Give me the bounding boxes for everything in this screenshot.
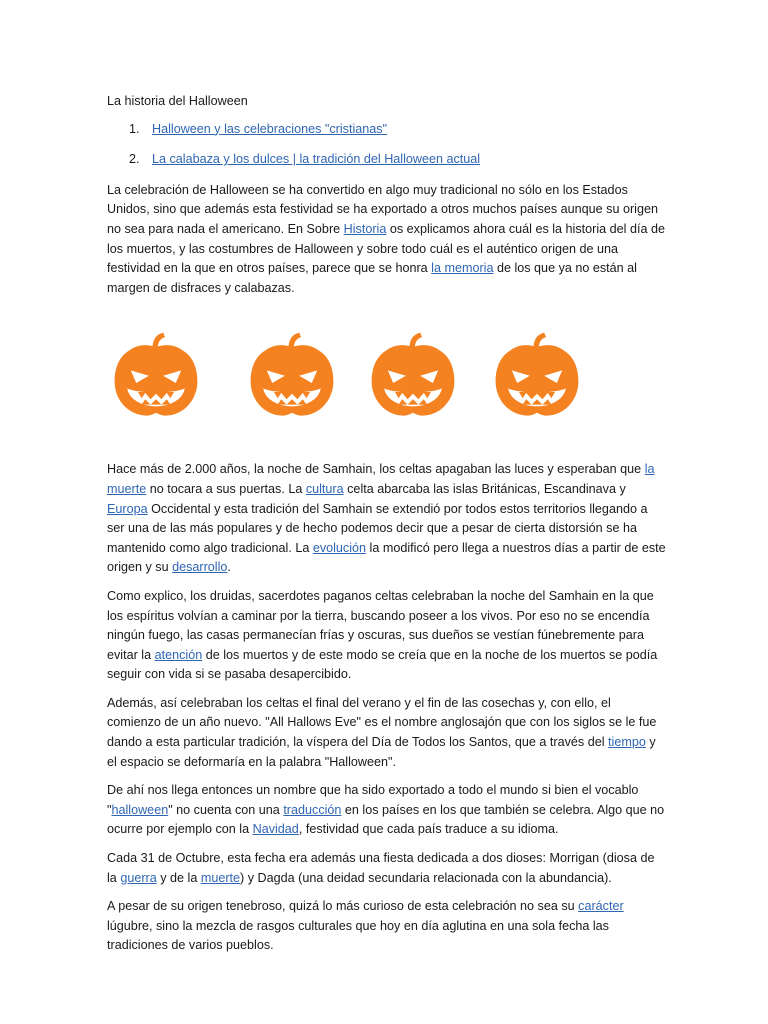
link-historia[interactable]: Historia [343, 221, 387, 236]
paragraph-text: la modificó pero llega a nuestros días a partir de este origen y su [107, 540, 666, 575]
paragraph-text: " no cuenta con una [168, 802, 284, 817]
paragraph-samhain [107, 460, 667, 578]
jack-o-lantern-icon [111, 328, 201, 420]
jack-o-lantern-icon [492, 328, 582, 420]
paragraph-text: de los que ya no están al margen de disfraces y calabazas. [107, 261, 637, 295]
paragraph-text: , festividad que cada país traduce a su idioma. [298, 822, 559, 837]
paragraph-all-hallows-eve [107, 694, 667, 772]
paragraph-text: de los muertos y de este modo se creía que en la noche de los muertos se podía seguir con vida si se pasaba desapercibido. [107, 647, 658, 682]
paragraph-text: Hace más de 2.000 años, la noche de Samhain, los celtas apagaban las luces y esperaban que [107, 462, 645, 477]
link-desarrollo[interactable]: desarrollo [172, 560, 228, 575]
link-tiempo[interactable]: tiempo [608, 735, 646, 750]
paragraph-text: lúgubre, sino la mezcla de rasgos culturales que hoy en día aglutina en una sola fecha las tradiciones de varios pueblos. [107, 918, 609, 953]
link-caracter[interactable]: carácter [578, 899, 624, 914]
link-guerra[interactable]: guerra [120, 870, 157, 885]
link-cultura[interactable]: cultura [305, 481, 344, 496]
paragraph-origen [107, 897, 667, 956]
link-traduccion[interactable]: traducción [283, 802, 342, 817]
toc-link-calabaza-dulces[interactable]: La calabaza y los dulces | la tradición del Halloween actual [152, 152, 481, 167]
document-title: La historia del Halloween [107, 94, 248, 108]
paragraph-text: A pesar de su origen tenebroso, quizá lo más curioso de esta celebración no sea su [107, 899, 579, 914]
paragraph-text: . [227, 560, 231, 575]
paragraph-text: De ahí nos llega entonces un nombre que ha sido exportado a todo el mundo si bien el vocablo " [107, 783, 639, 817]
toc-number: 1. [129, 121, 140, 136]
document-page [107, 92, 667, 965]
link-la-muerte[interactable]: la muerte [107, 462, 655, 496]
paragraph-text: y de la [156, 870, 201, 885]
toc-number: 2. [129, 152, 140, 167]
paragraph-text: La celebración de Halloween se ha convertido en algo muy tradicional no sólo en los Estados Unidos, sino que además esta festividad se ha exportado a otros muchos países aunque su origen no sea para nada el americano. En Sobre [107, 182, 658, 236]
jack-o-lantern-icon [368, 328, 458, 420]
link-muerte[interactable]: muerte [200, 870, 241, 885]
paragraph-text: no tocara a sus puertas. La [146, 481, 306, 496]
paragraph-text: Además, así celebraban los celtas el final del verano y el fin de las cosechas y, con ello, el comienzo de un año nuevo. "All Hallows Eve" es el nombre anglosajón que con los siglos se le fue dando a esta particular tradición, la víspera del Día de Todos los Santos, que a través del [107, 695, 657, 750]
link-navidad[interactable]: Navidad [252, 822, 299, 837]
link-atencion[interactable]: atención [154, 647, 203, 662]
pumpkin-image-row [107, 328, 667, 438]
paragraph-text: Como explico, los druidas, sacerdotes paganos celtas celebraban la noche del Samhain en la que los espíritus volvían a caminar por la tierra, buscando poseer a los vivos. Por eso no se encendía ningún fuego, las casas permanecían frías y oscuras, sus dueños se vestían fúnebremente para evitar la [107, 588, 654, 662]
jack-o-lantern-icon [247, 328, 337, 420]
paragraph-text: Cada 31 de Octubre, esta fecha era además una fiesta dedicada a dos dioses: Morrigan (diosa de la [107, 851, 655, 885]
link-la-memoria[interactable]: la memoria [431, 261, 494, 276]
table-of-contents [107, 120, 667, 170]
paragraph-dioses [107, 849, 667, 888]
link-evolucion[interactable]: evolución [312, 540, 367, 555]
link-europa[interactable]: Europa [107, 501, 148, 516]
toc-link-halloween-cristianas[interactable]: Halloween y las celebraciones "cristianas" [152, 121, 388, 136]
paragraph-text: os explicamos ahora cuál es la historia del día de los muertos, y las costumbres de Halloween y sobre todo cuál es el auténtico origen de una festividad en la que en otros países, parece que se honra [107, 221, 665, 276]
link-halloween[interactable]: halloween [111, 802, 169, 817]
paragraph-druidas [107, 587, 667, 685]
paragraph-vocablo [107, 781, 667, 840]
paragraph-text: en los países en los que también se celebra. Algo que no ocurre por ejemplo con la [107, 802, 665, 837]
paragraph-text: celta abarcaba las islas Británicas, Escandinava y [343, 481, 626, 496]
paragraph-intro [107, 181, 667, 299]
toc-item [107, 150, 667, 170]
toc-item [107, 120, 667, 140]
paragraph-text: y el espacio se deformaría en la palabra "Halloween". [107, 735, 656, 769]
paragraph-text: Occidental y esta tradición del Samhain se extendió por todos estos territorios llegando a ser una de las más populares y de hecho podemos decir que a pesar de cierta distorsión se ha mantenido como algo tradicional. La [107, 501, 648, 555]
paragraph-text: ) y Dagda (una deidad secundaria relacionada con la abundancia). [240, 870, 612, 885]
